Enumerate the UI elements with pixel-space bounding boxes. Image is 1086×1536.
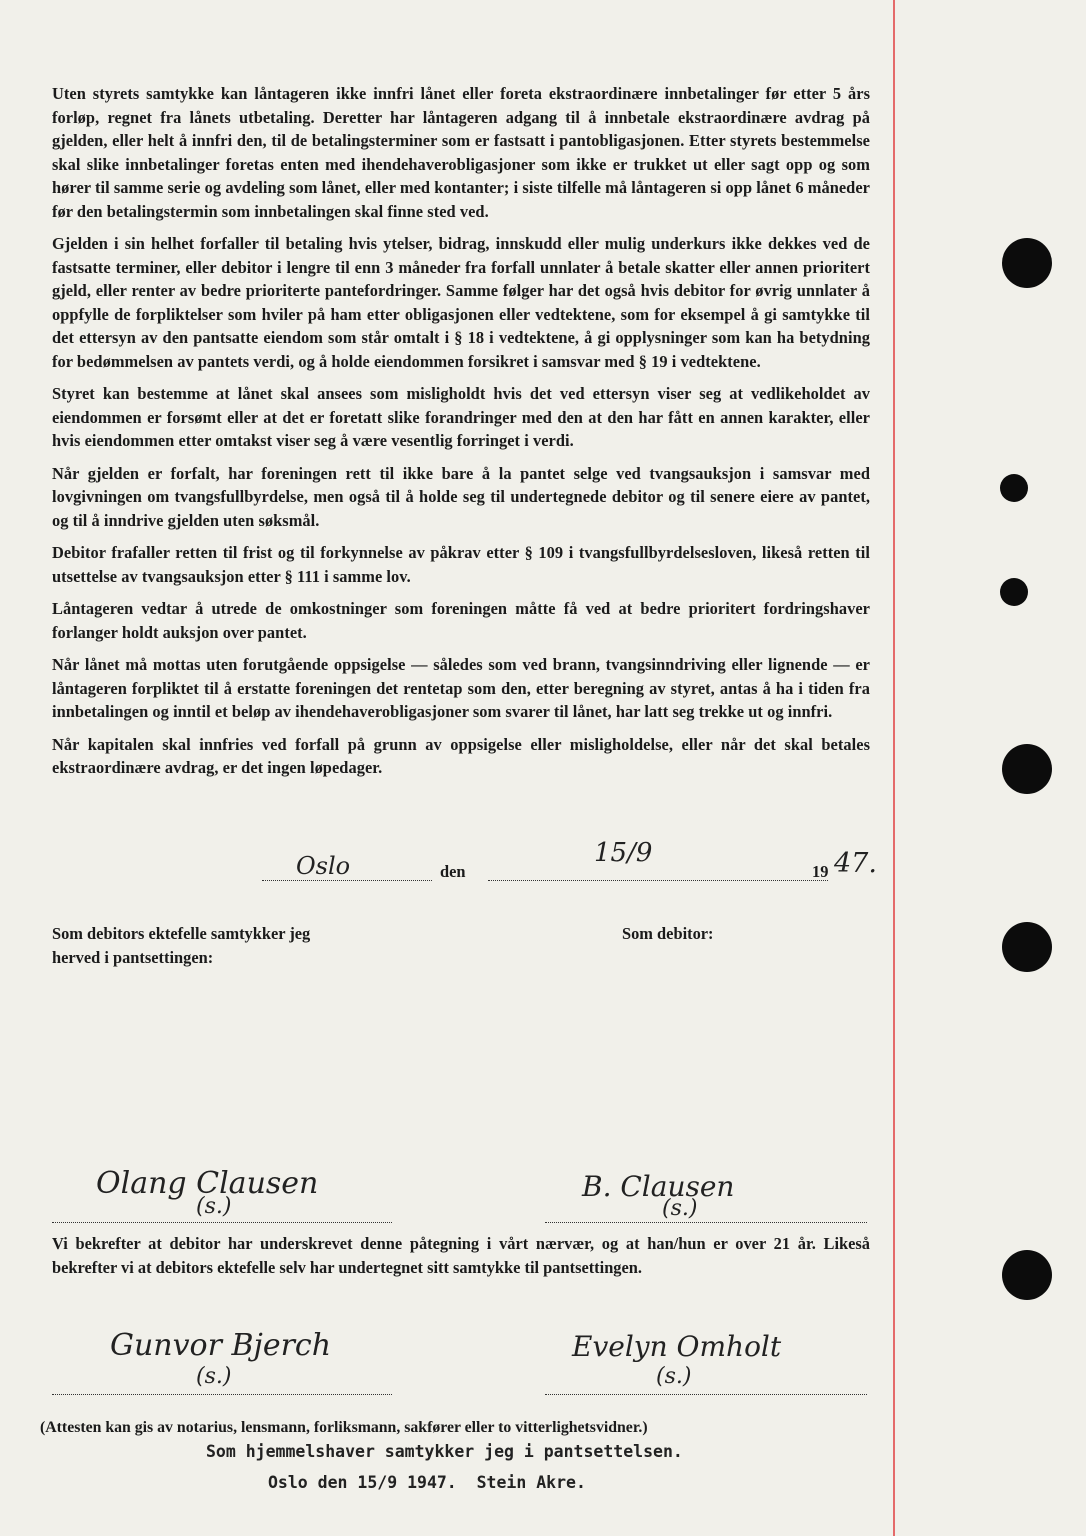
date-den-label: den — [440, 862, 466, 881]
typed-date-signature-line: Oslo den 15/9 1947. Stein Akre. — [268, 1473, 586, 1492]
paragraph-default: Gjelden i sin helhet forfaller til betaling hvis ytelser, bidrag, innskudd eller mulig underkurs ikke dekkes ved de fastsatte terminer, eller debitor i lengre til enn 3 måneder fra forfall unnlater å betale skatter eller annen prioritert gjeld, eller renter av bedre prioriterte pantefordringer. Samme følger har det også hvis debitor for øvrig unnlater å oppfylle de forpliktelser som hviler på ham etter obligasjonen eller vedtektene, som for eksempel å gi samtykke til det ettersyn av den pantsatte eiendom som står omtalt i § 18 i vedtektene, å gi opplysninger som kan ha betydning for bedømmelsen av pantets verdi, og å holde eiendommen forsikret i samsvar med § 19 i vedtektene. — [52, 234, 870, 371]
debtor-label: Som debitor: — [622, 924, 714, 943]
date-year-suffix: 47. — [834, 848, 877, 879]
date-day-month: 15/9 — [594, 838, 653, 868]
paragraph-days-of-grace: Når kapitalen skal innfries ved forfall på grunn av oppsigelse eller misligholdelse, eller når det skal betales ekstraordinære avdrag, er det ingen løpedager. — [52, 734, 870, 777]
paragraph-interest-loss: Når lånet må mottas uten forutgående oppsigelse — således som ved brann, tvangsinndriving eller lignende — er låntageren forpliktet til å erstatte foreningen det rentetap som den, etter beregning av styret, antas å ha i tiden fra innbetalingen og inntil et beløp av ihendehaverobligasjoner som svarer til lånet, har latt seg trekke ut og innfri. — [52, 655, 870, 721]
terms-body — [52, 82, 870, 789]
paragraph-waiver: Debitor frafaller retten til frist og til forkynnelse av påkrav etter § 109 i tvangsfullbyrdelsesloven, likeså retten til utsettelse av tvangsauksjon etter § 111 i samme lov. — [52, 543, 870, 586]
debtor-signature: B. Clausen — [582, 1170, 735, 1203]
red-margin-line — [893, 0, 895, 1536]
witness-signature-2: Evelyn Omholt — [572, 1330, 782, 1363]
spouse-consent-line1: Som debitors ektefelle samtykker jeg — [52, 924, 311, 943]
spouse-signature: Olang Clausen — [96, 1166, 319, 1201]
punch-hole — [1002, 922, 1052, 972]
paragraph-costs: Låntageren vedtar å utrede de omkostninger som foreningen måtte få ved at bedre prioritert fordringshaver forlanger holdt auksjon over pantet. — [52, 599, 870, 642]
typed-consent-line: Som hjemmelshaver samtykker jeg i pantsettelsen. — [206, 1442, 683, 1461]
paragraph-prepayment: Uten styrets samtykke kan låntageren ikke innfri lånet eller foreta ekstraordinære innbetalinger før etter 5 års forløp, regnet fra lånets utbetaling. Deretter har låntageren adgang til å innbetale ekstraordinære avdrag på gjelden, eller helt å innfri den, til de betalingsterminer som er fastsatt i pantobligasjonen. Etter styrets bestemmelse skal slike innbetalinger foretas enten med ihendehaverobligasjoner som ikke er trukket ut eller sagt opp og som hører til samme serie og avdeling som lånet, eller med kontanter; i siste tilfelle må låntageren si opp lånet 6 måneder før den betalingstermin som innbetalingen skal finne sted ved. — [52, 84, 870, 221]
witness-signature-1-mark: (s.) — [196, 1364, 232, 1389]
attestation-note: (Attesten kan gis av notarius, lensmann, forliksmann, sakfører eller to vitterlighetsvidner.) — [40, 1419, 648, 1436]
spouse-consent-line2: herved i pantsettingen: — [52, 947, 214, 967]
witness-statement: Vi bekrefter at debitor har underskrevet denne påtegning i vårt nærvær, og at han/hun er over 21 år. Likeså bekrefter vi at debitors ektefelle selv har undertegnet sitt samtykke til pantsettingen. — [52, 1234, 870, 1277]
punch-hole — [1000, 474, 1028, 502]
punch-hole — [1002, 238, 1052, 288]
date-place: Oslo — [296, 852, 351, 880]
witness-signature-2-mark: (s.) — [656, 1364, 692, 1389]
witness-signature-1: Gunvor Bjerch — [110, 1328, 332, 1363]
paragraph-maintenance: Styret kan bestemme at lånet skal ansees som misligholdt hvis det ved ettersyn viser seg at vedlikeholdet av eiendommen er forsømt eller at det er foretatt slike forandringer med den at den har fått en annen karakter, eller hvis eiendommen etter omtakst viser seg å være vesentlig forringet i verdi. — [52, 384, 870, 450]
paragraph-foreclosure: Når gjelden er forfalt, har foreningen rett til ikke bare å la pantet selge ved tvangsauksjon i samsvar med lovgivningen om tvangsfullbyrdelse, men også til å holde seg til undertegnede debitor og til senere eiere av pantet, og til å inndrive gjelden uten søksmål. — [52, 463, 870, 530]
spouse-signature-mark: (s.) — [196, 1194, 232, 1219]
punch-hole — [1000, 578, 1028, 606]
punch-hole — [1002, 1250, 1052, 1300]
date-year-prefix: 19 — [812, 862, 829, 881]
spouse-consent-label — [52, 922, 312, 969]
punch-hole — [1002, 744, 1052, 794]
debtor-signature-mark: (s.) — [662, 1196, 698, 1221]
